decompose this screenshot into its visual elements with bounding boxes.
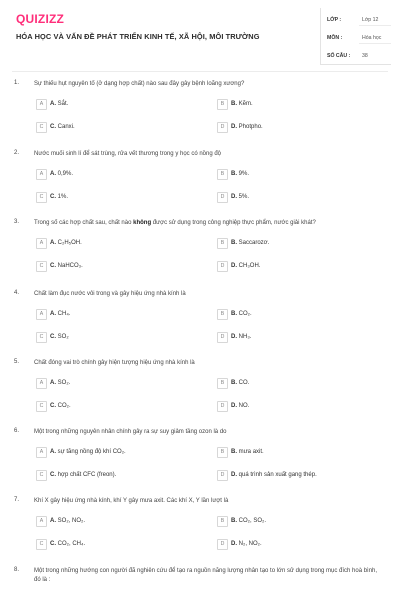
option-c[interactable]: C C. hợp chất CFC (freon). bbox=[36, 470, 201, 482]
option-c[interactable]: C C. CO₂, CH₄. bbox=[36, 539, 201, 551]
option-letter-box: A bbox=[36, 516, 47, 527]
emphasis-not: không bbox=[133, 220, 152, 226]
option-c[interactable]: C C. Canxi. bbox=[36, 122, 201, 134]
option-a[interactable]: A A. SO₂. bbox=[36, 378, 201, 390]
option-text: CO₂. bbox=[238, 311, 252, 317]
meta-key: SỐ CÂU : bbox=[327, 53, 351, 59]
question-number: 8. bbox=[14, 567, 20, 573]
question-number: 6. bbox=[14, 428, 20, 434]
option-b[interactable]: B B. CO₂, SO₂. bbox=[217, 516, 382, 528]
option-letter-box: A bbox=[36, 378, 47, 389]
option-letter-box: B bbox=[217, 516, 228, 527]
option-a[interactable]: A A. CH₄. bbox=[36, 309, 201, 321]
question-number: 1. bbox=[14, 80, 20, 86]
option-text: Sắt. bbox=[57, 101, 69, 107]
worksheet-header bbox=[0, 0, 400, 66]
option-d[interactable]: D D. 5%. bbox=[217, 192, 382, 204]
option-text: Canxi. bbox=[57, 124, 75, 130]
option-letter-box: D bbox=[217, 470, 228, 481]
option-letter-box: B bbox=[217, 99, 228, 110]
meta-value: Hóa học bbox=[362, 35, 382, 41]
option-text: NH₃. bbox=[238, 334, 252, 340]
option-letter-box: D bbox=[217, 332, 228, 343]
meta-row-subject bbox=[321, 32, 391, 44]
question-number: 3. bbox=[14, 219, 20, 225]
option-letter-box: C bbox=[36, 261, 47, 272]
option-letter-box: D bbox=[217, 401, 228, 412]
option-text: quá trình sản xuất gang thép. bbox=[238, 472, 317, 478]
meta-key: MÔN : bbox=[327, 35, 343, 41]
option-text: CO₂, SO₂. bbox=[238, 518, 266, 524]
option-text: Kẽm. bbox=[238, 101, 253, 107]
worksheet-meta bbox=[320, 8, 391, 65]
option-b[interactable]: B B. CO. bbox=[217, 378, 382, 390]
option-b[interactable]: B B. mưa axit. bbox=[217, 447, 382, 459]
question-text: Trong số các hợp chất sau, chất nào không được sử dụng trong công nghiệp thực phẩm, nước giải khát? bbox=[34, 220, 316, 226]
option-c[interactable]: C C. NaHCO₃. bbox=[36, 261, 201, 273]
option-d[interactable]: D D. quá trình sản xuất gang thép. bbox=[217, 470, 382, 482]
quizizz-logo: QUIZIZZ bbox=[16, 12, 65, 26]
question-number: 5. bbox=[14, 359, 20, 365]
option-b[interactable]: B B. CO₂. bbox=[217, 309, 382, 321]
option-a[interactable]: A A. Sắt. bbox=[36, 99, 201, 111]
option-letter-box: B bbox=[217, 238, 228, 249]
option-text: CO. bbox=[238, 380, 250, 386]
question-text: Chất đóng vai trò chính gây hiện tượng hiệu ứng nhà kính là bbox=[34, 360, 195, 366]
meta-row-class bbox=[321, 14, 391, 26]
option-letter-box: D bbox=[217, 192, 228, 203]
option-text: N₂, NO₂. bbox=[238, 541, 262, 547]
question-2 bbox=[0, 150, 400, 214]
option-letter-box: C bbox=[36, 192, 47, 203]
option-text: sự tăng nồng độ khí CO₂. bbox=[57, 449, 126, 455]
option-a[interactable]: A A. SO₂, NO₂. bbox=[36, 516, 201, 528]
question-number: 7. bbox=[14, 497, 20, 503]
option-text: SO₂. bbox=[57, 380, 71, 386]
option-a[interactable]: A A. C₂H₅OH. bbox=[36, 238, 201, 250]
meta-value: Lớp 12 bbox=[362, 17, 379, 23]
question-1 bbox=[0, 80, 400, 144]
option-b[interactable]: B B. Kẽm. bbox=[217, 99, 382, 111]
option-d[interactable]: D D. NO. bbox=[217, 401, 382, 413]
option-text: Photpho. bbox=[238, 124, 263, 130]
option-letter-box: D bbox=[217, 122, 228, 133]
option-text: NO. bbox=[238, 403, 250, 409]
option-d[interactable]: D D. NH₃. bbox=[217, 332, 382, 344]
question-8 bbox=[0, 567, 400, 600]
question-4 bbox=[0, 290, 400, 354]
option-letter-box: B bbox=[217, 169, 228, 180]
question-number: 2. bbox=[14, 150, 20, 156]
option-b[interactable]: B B. Saccarozơ. bbox=[217, 238, 382, 250]
question-number: 4. bbox=[14, 290, 20, 296]
option-letter-box: A bbox=[36, 447, 47, 458]
question-5 bbox=[0, 359, 400, 423]
option-c[interactable]: C C. SO₂ bbox=[36, 332, 201, 344]
option-text: 5%. bbox=[238, 194, 250, 200]
option-text: CO₂. bbox=[57, 403, 71, 409]
option-letter-box: B bbox=[217, 309, 228, 320]
option-c[interactable]: C C. 1%. bbox=[36, 192, 201, 204]
option-letter-box: C bbox=[36, 470, 47, 481]
option-a[interactable]: A A. 0,9%. bbox=[36, 169, 201, 181]
worksheet-title: HÓA HỌC VÀ VẤN ĐỀ PHÁT TRIỂN KINH TẾ, XÃ HỘI, MÔI TRƯỜNG bbox=[16, 32, 260, 41]
option-letter-box: C bbox=[36, 332, 47, 343]
option-text: mưa axit. bbox=[238, 449, 264, 455]
question-6 bbox=[0, 428, 400, 492]
header-divider bbox=[12, 71, 388, 72]
option-text: CH₃OH. bbox=[238, 263, 261, 269]
option-text: CO₂, CH₄. bbox=[57, 541, 86, 547]
question-text: Nước muối sinh lí để sát trùng, rửa vết thương trong y học có nồng độ bbox=[34, 151, 222, 157]
option-text: CH₄. bbox=[57, 311, 71, 317]
question-text: Chất làm đục nước vôi trong và gây hiệu ứng nhà kính là bbox=[34, 291, 186, 297]
option-text: hợp chất CFC (freon). bbox=[57, 472, 117, 478]
option-letter-box: C bbox=[36, 122, 47, 133]
meta-key: LỚP : bbox=[327, 17, 342, 23]
question-text: Một trong những nguyên nhân chính gây ra sự suy giảm tầng ozon là do bbox=[34, 429, 227, 435]
question-3 bbox=[0, 219, 400, 283]
option-text: 9%. bbox=[238, 171, 250, 177]
option-text: Saccarozơ. bbox=[238, 240, 270, 246]
option-text: SO₂ bbox=[57, 334, 69, 340]
option-letter-box: A bbox=[36, 99, 47, 110]
option-letter-box: D bbox=[217, 261, 228, 272]
question-text: Sự thiếu hụt nguyên tố (ở dạng hợp chất) nào sau đây gây bệnh loãng xương? bbox=[34, 81, 245, 87]
option-text: 1%. bbox=[57, 194, 69, 200]
question-text: Khí X gây hiệu ứng nhà kính, khí Y gây mưa axit. Các khí X, Y lần lượt là bbox=[34, 498, 229, 504]
option-c[interactable]: C C. CO₂. bbox=[36, 401, 201, 413]
question-text: Một trong những hướng con người đã nghiên cứu để tạo ra nguồn năng lượng nhân tạo to lớn sử dụng trong mục đích hoà bình, đó là : bbox=[34, 568, 378, 583]
meta-value: 38 bbox=[362, 53, 368, 59]
option-text: C₂H₅OH. bbox=[57, 240, 82, 246]
option-a[interactable]: A A. sự tăng nồng độ khí CO₂. bbox=[36, 447, 201, 459]
option-d[interactable]: D D. CH₃OH. bbox=[217, 261, 382, 273]
question-7 bbox=[0, 497, 400, 561]
option-text: 0,9%. bbox=[57, 171, 74, 177]
option-letter-box: C bbox=[36, 539, 47, 550]
option-letter-box: A bbox=[36, 238, 47, 249]
option-text: SO₂, NO₂. bbox=[57, 518, 85, 524]
option-letter-box: A bbox=[36, 309, 47, 320]
option-letter-box: C bbox=[36, 401, 47, 412]
option-letter-box: A bbox=[36, 169, 47, 180]
option-letter-box: D bbox=[217, 539, 228, 550]
option-b[interactable]: B B. 9%. bbox=[217, 169, 382, 181]
option-d[interactable]: D D. Photpho. bbox=[217, 122, 382, 134]
option-text: NaHCO₃. bbox=[57, 263, 83, 269]
option-letter-box: B bbox=[217, 447, 228, 458]
option-letter-box: B bbox=[217, 378, 228, 389]
option-d[interactable]: D D. N₂, NO₂. bbox=[217, 539, 382, 551]
meta-row-count bbox=[321, 50, 391, 62]
